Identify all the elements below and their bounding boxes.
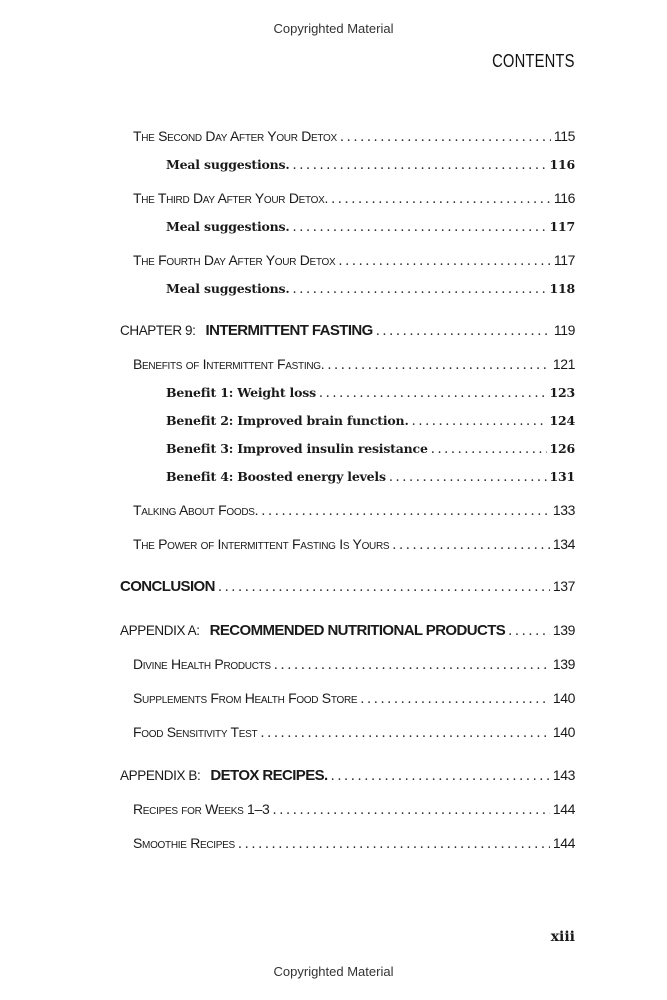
toc-entry[interactable] — [120, 622, 575, 639]
toc-subsection-title: Benefit 4: Boosted energy levels — [166, 469, 386, 484]
dot-leader — [293, 220, 547, 235]
copyright-notice-top: Copyrighted Material — [273, 21, 394, 36]
toc-page-number: 124 — [549, 413, 575, 428]
toc-entry[interactable] — [133, 536, 575, 553]
toc-page-number: 126 — [549, 441, 575, 456]
toc-page-number: 133 — [552, 502, 575, 518]
toc-page-number: 123 — [549, 385, 575, 400]
toc-entry[interactable] — [166, 469, 575, 485]
toc-page-number: 115 — [553, 128, 575, 144]
toc-section-title: The Fourth Day After Your Detox — [133, 252, 336, 268]
toc-entry[interactable] — [120, 322, 575, 339]
toc-chapter-heading — [120, 767, 328, 784]
toc-page-number: 137 — [552, 578, 575, 594]
toc-section-title: Recipes for Weeks 1–3 — [133, 801, 270, 817]
toc-subsection-title: Benefit 2: Improved brain function. — [166, 413, 409, 428]
dot-leader — [319, 386, 547, 401]
dot-leader — [412, 414, 547, 429]
toc-chapter-heading — [120, 578, 215, 595]
toc-page-number: 117 — [549, 219, 575, 234]
toc-section-title: Supplements From Health Food Store — [133, 690, 358, 706]
toc-entry[interactable] — [166, 157, 575, 173]
toc-entry[interactable] — [133, 656, 575, 673]
dot-leader — [327, 358, 550, 373]
toc-page-number: 116 — [553, 190, 575, 206]
toc-entry[interactable] — [133, 128, 575, 145]
toc-page-number: 121 — [552, 356, 575, 372]
dot-leader — [293, 158, 547, 173]
dot-leader — [260, 726, 549, 741]
copyright-notice-bottom: Copyrighted Material — [273, 964, 394, 979]
toc-page-number: 119 — [553, 322, 575, 338]
toc-section-title: The Second Day After Your Detox — [133, 128, 337, 144]
toc-entry[interactable] — [120, 767, 575, 784]
dot-leader — [273, 803, 550, 818]
dot-leader — [293, 282, 547, 297]
toc-chapter-heading — [120, 622, 505, 639]
toc-page-number: 140 — [552, 690, 575, 706]
toc-chapter-prefix: APPENDIX A: — [120, 623, 200, 638]
dot-leader — [392, 538, 550, 553]
toc-chapter-prefix: CHAPTER 9: — [120, 323, 196, 338]
toc-section-title: Talking About Foods. — [133, 502, 259, 518]
toc-page-number: 139 — [552, 622, 575, 638]
toc-section-title: Food Sensitivity Test — [133, 724, 258, 740]
dot-leader — [376, 324, 551, 339]
dot-leader — [238, 837, 550, 852]
toc-entry[interactable] — [133, 252, 575, 269]
toc-page-number: 139 — [552, 656, 575, 672]
toc-subsection-title: Meal suggestions. — [166, 157, 290, 172]
toc-entry[interactable] — [166, 413, 575, 429]
toc-entry[interactable] — [133, 356, 575, 373]
toc-section-title: The Third Day After Your Detox. — [133, 190, 329, 206]
toc-chapter-title: CONCLUSION — [120, 578, 215, 595]
toc-page-number: 143 — [552, 767, 575, 783]
toc-page-number: 134 — [552, 536, 575, 552]
toc-section-title: Benefits of Intermittent Fasting. — [133, 356, 325, 372]
toc-entry[interactable] — [166, 441, 575, 457]
dot-leader — [508, 624, 550, 639]
toc-subsection-title: Meal suggestions. — [166, 219, 290, 234]
page-number: xiii — [550, 929, 575, 945]
running-header: CONTENTS — [492, 51, 575, 71]
toc-entry[interactable] — [133, 801, 575, 818]
dot-leader — [360, 692, 550, 707]
toc-page-number: 140 — [552, 724, 575, 740]
toc-page-number: 118 — [549, 281, 575, 296]
toc-chapter-title: DETOX RECIPES. — [210, 767, 328, 784]
toc-chapter-title: INTERMITTENT FASTING — [205, 322, 373, 339]
toc-page-number: 116 — [549, 157, 575, 172]
toc-subsection-title: Meal suggestions. — [166, 281, 290, 296]
dot-leader — [340, 130, 551, 145]
toc-chapter-prefix: APPENDIX B: — [120, 768, 201, 783]
toc-entry[interactable] — [133, 190, 575, 207]
toc-section-title: Divine Health Products — [133, 656, 271, 672]
toc-entry[interactable] — [166, 281, 575, 297]
dot-leader — [431, 442, 547, 457]
toc-subsection-title: Benefit 3: Improved insulin resistance — [166, 441, 428, 456]
toc-entry[interactable] — [133, 690, 575, 707]
toc-entry[interactable] — [133, 502, 575, 519]
toc-entry[interactable] — [133, 724, 575, 741]
dot-leader — [331, 192, 551, 207]
toc-page-number: 144 — [552, 835, 575, 851]
toc-entry[interactable] — [120, 578, 575, 595]
toc-page-number: 131 — [549, 469, 575, 484]
dot-leader — [261, 504, 550, 519]
dot-leader — [338, 254, 551, 269]
dot-leader — [218, 580, 550, 595]
dot-leader — [274, 658, 550, 673]
toc-section-title: The Power of Intermittent Fasting Is Yours — [133, 536, 390, 552]
toc-page-number: 117 — [553, 252, 575, 268]
dot-leader — [389, 470, 547, 485]
toc-subsection-title: Benefit 1: Weight loss — [166, 385, 316, 400]
toc-entry[interactable] — [133, 835, 575, 852]
toc-chapter-title: RECOMMENDED NUTRITIONAL PRODUCTS — [209, 622, 506, 639]
toc-entry[interactable] — [166, 385, 575, 401]
toc-chapter-heading — [120, 322, 373, 339]
toc-entry[interactable] — [166, 219, 575, 235]
dot-leader — [331, 769, 550, 784]
toc-page-number: 144 — [552, 801, 575, 817]
toc-section-title: Smoothie Recipes — [133, 835, 235, 851]
